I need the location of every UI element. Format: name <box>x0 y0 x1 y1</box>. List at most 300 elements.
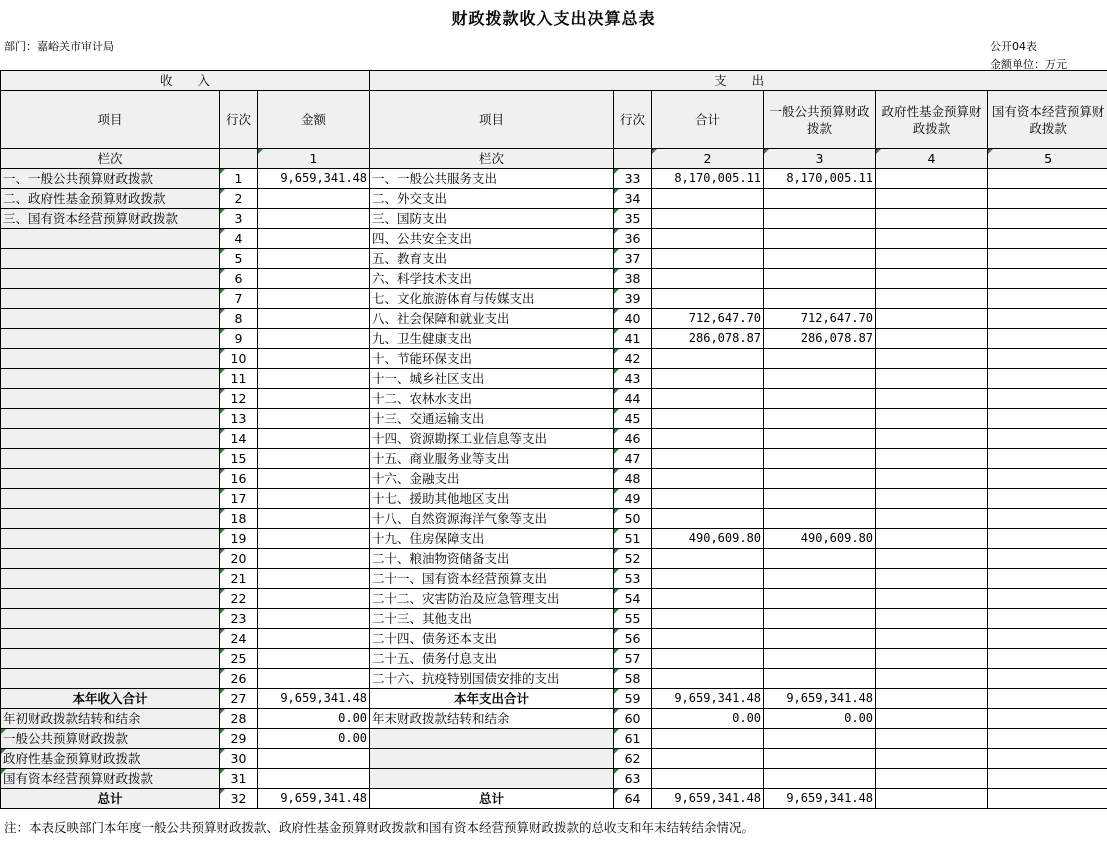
expense-fund <box>876 289 988 309</box>
table-row <box>1 629 1107 649</box>
income-line: 4 <box>220 229 258 249</box>
expense-item: 三、国防支出 <box>370 209 614 229</box>
expense-item: 二十五、债务付息支出 <box>370 649 614 669</box>
expense-state <box>988 749 1107 769</box>
expense-total <box>652 469 764 489</box>
expense-fund <box>876 769 988 789</box>
expense-total <box>652 369 764 389</box>
income-item: 年初财政拨款结转和结余 <box>1 709 220 729</box>
expense-fund <box>876 569 988 589</box>
income-amount <box>258 569 370 589</box>
income-item: 三、国有资本经营预算财政拨款 <box>1 209 220 229</box>
income-line: 13 <box>220 409 258 429</box>
table-row <box>1 429 1107 449</box>
expense-fund <box>876 309 988 329</box>
expense-item: 九、卫生健康支出 <box>370 329 614 349</box>
expense-total <box>652 589 764 609</box>
table-row <box>1 229 1107 249</box>
expense-total <box>652 429 764 449</box>
expense-total <box>652 449 764 469</box>
income-line: 17 <box>220 489 258 509</box>
col-general-budget: 一般公共预算财政拨款 <box>764 91 876 149</box>
income-amount <box>258 209 370 229</box>
expense-fund <box>876 529 988 549</box>
expense-line: 35 <box>614 209 652 229</box>
expense-fund <box>876 469 988 489</box>
expense-general <box>764 669 876 689</box>
expense-state <box>988 589 1107 609</box>
expense-line: 57 <box>614 649 652 669</box>
expense-fund <box>876 649 988 669</box>
table-row <box>1 309 1107 329</box>
income-line: 19 <box>220 529 258 549</box>
expense-line: 64 <box>614 789 652 809</box>
expense-item <box>370 749 614 769</box>
income-item <box>1 309 220 329</box>
expense-general <box>764 369 876 389</box>
expense-general <box>764 609 876 629</box>
expense-total <box>652 749 764 769</box>
expense-line: 47 <box>614 449 652 469</box>
expense-line: 38 <box>614 269 652 289</box>
expense-total <box>652 189 764 209</box>
expense-state <box>988 609 1107 629</box>
income-item <box>1 549 220 569</box>
expense-fund <box>876 669 988 689</box>
expense-line: 61 <box>614 729 652 749</box>
expense-state <box>988 349 1107 369</box>
summary-row <box>1 789 1107 809</box>
expense-general <box>764 209 876 229</box>
expense-state <box>988 269 1107 289</box>
income-amount <box>258 309 370 329</box>
col-state-capital: 国有资本经营预算财政拨款 <box>988 91 1107 149</box>
report-table <box>0 70 1107 809</box>
income-item <box>1 469 220 489</box>
expense-fund <box>876 329 988 349</box>
income-amount <box>258 249 370 269</box>
income-line: 21 <box>220 569 258 589</box>
expense-state <box>988 769 1107 789</box>
expense-fund <box>876 729 988 749</box>
expense-fund <box>876 189 988 209</box>
expense-line: 33 <box>614 169 652 189</box>
section-income: 收 入 <box>1 71 370 91</box>
expense-total <box>652 289 764 309</box>
income-item: 一、一般公共预算财政拨款 <box>1 169 220 189</box>
income-item <box>1 509 220 529</box>
expense-line: 60 <box>614 709 652 729</box>
income-item <box>1 609 220 629</box>
expense-item: 十五、商业服务业等支出 <box>370 449 614 469</box>
expense-state <box>988 289 1107 309</box>
form-number: 公开04表 <box>990 40 1037 53</box>
expense-item <box>370 769 614 789</box>
income-amount <box>258 509 370 529</box>
income-item <box>1 449 220 469</box>
income-amount <box>258 629 370 649</box>
expense-item: 二十一、国有资本经营预算支出 <box>370 569 614 589</box>
expense-line: 48 <box>614 469 652 489</box>
expense-total <box>652 489 764 509</box>
expense-fund <box>876 589 988 609</box>
expense-total <box>652 729 764 749</box>
income-line: 14 <box>220 429 258 449</box>
expense-item: 十、节能环保支出 <box>370 349 614 369</box>
expense-general <box>764 249 876 269</box>
expense-line: 62 <box>614 749 652 769</box>
income-item <box>1 249 220 269</box>
expense-state <box>988 249 1107 269</box>
income-amount <box>258 449 370 469</box>
col-income-row: 行次 <box>220 91 258 149</box>
expense-total <box>652 509 764 529</box>
income-line: 5 <box>220 249 258 269</box>
section-expense: 支 出 <box>370 71 1107 91</box>
expense-line: 54 <box>614 589 652 609</box>
income-line: 1 <box>220 169 258 189</box>
expense-fund <box>876 609 988 629</box>
table-row <box>1 669 1107 689</box>
table-row <box>1 489 1107 509</box>
expense-line: 37 <box>614 249 652 269</box>
income-line: 29 <box>220 729 258 749</box>
income-line: 9 <box>220 329 258 349</box>
lan-blank-income <box>220 149 258 169</box>
expense-fund <box>876 749 988 769</box>
lan-number: 4 <box>876 149 988 169</box>
expense-total <box>652 669 764 689</box>
expense-total: 490,609.80 <box>652 529 764 549</box>
expense-line: 41 <box>614 329 652 349</box>
summary-row <box>1 749 1107 769</box>
expense-item: 十六、金融支出 <box>370 469 614 489</box>
income-amount <box>258 329 370 349</box>
income-item <box>1 369 220 389</box>
expense-item: 年末财政拨款结转和结余 <box>370 709 614 729</box>
income-amount: 9,659,341.48 <box>258 689 370 709</box>
income-item <box>1 329 220 349</box>
lan-number: 2 <box>652 149 764 169</box>
income-item <box>1 629 220 649</box>
expense-general <box>764 429 876 449</box>
expense-general <box>764 449 876 469</box>
income-item <box>1 569 220 589</box>
income-amount <box>258 649 370 669</box>
income-line: 26 <box>220 669 258 689</box>
income-amount: 9,659,341.48 <box>258 789 370 809</box>
income-line: 28 <box>220 709 258 729</box>
income-item <box>1 229 220 249</box>
expense-line: 34 <box>614 189 652 209</box>
expense-fund <box>876 349 988 369</box>
expense-general <box>764 489 876 509</box>
expense-general <box>764 589 876 609</box>
expense-total <box>652 209 764 229</box>
income-amount <box>258 749 370 769</box>
expense-state <box>988 429 1107 449</box>
expense-state <box>988 189 1107 209</box>
expense-line: 49 <box>614 489 652 509</box>
expense-general: 9,659,341.48 <box>764 689 876 709</box>
expense-item: 总计 <box>370 789 614 809</box>
lan-number: 1 <box>258 149 370 169</box>
income-line: 16 <box>220 469 258 489</box>
lan-label-expense: 栏次 <box>370 149 614 169</box>
expense-state <box>988 649 1107 669</box>
expense-fund <box>876 409 988 429</box>
income-line: 31 <box>220 769 258 789</box>
expense-general: 9,659,341.48 <box>764 789 876 809</box>
expense-fund <box>876 629 988 649</box>
income-line: 23 <box>220 609 258 629</box>
expense-general: 8,170,005.11 <box>764 169 876 189</box>
income-amount: 0.00 <box>258 729 370 749</box>
income-item: 政府性基金预算财政拨款 <box>1 749 220 769</box>
income-amount: 9,659,341.48 <box>258 169 370 189</box>
income-line: 20 <box>220 549 258 569</box>
expense-total: 9,659,341.48 <box>652 689 764 709</box>
col-expense-row: 行次 <box>614 91 652 149</box>
expense-line: 42 <box>614 349 652 369</box>
expense-item: 十八、自然资源海洋气象等支出 <box>370 509 614 529</box>
income-amount <box>258 289 370 309</box>
income-amount <box>258 609 370 629</box>
summary-row <box>1 689 1107 709</box>
expense-state <box>988 369 1107 389</box>
col-income-item: 项目 <box>1 91 220 149</box>
expense-general: 712,647.70 <box>764 309 876 329</box>
income-line: 11 <box>220 369 258 389</box>
table-row <box>1 329 1107 349</box>
expense-general <box>764 269 876 289</box>
expense-state <box>988 789 1107 809</box>
expense-general <box>764 549 876 569</box>
expense-total: 286,078.87 <box>652 329 764 349</box>
table-row <box>1 269 1107 289</box>
income-item <box>1 289 220 309</box>
expense-general <box>764 649 876 669</box>
expense-general <box>764 189 876 209</box>
expense-item: 四、公共安全支出 <box>370 229 614 249</box>
expense-item: 二十、粮油物资储备支出 <box>370 549 614 569</box>
lan-blank-expense <box>614 149 652 169</box>
income-item: 国有资本经营预算财政拨款 <box>1 769 220 789</box>
expense-item: 本年支出合计 <box>370 689 614 709</box>
expense-item: 十九、住房保障支出 <box>370 529 614 549</box>
expense-state <box>988 689 1107 709</box>
income-item <box>1 589 220 609</box>
expense-state <box>988 449 1107 469</box>
expense-total <box>652 269 764 289</box>
expense-line: 36 <box>614 229 652 249</box>
income-line: 12 <box>220 389 258 409</box>
income-line: 7 <box>220 289 258 309</box>
income-item <box>1 649 220 669</box>
table-row <box>1 589 1107 609</box>
income-amount <box>258 389 370 409</box>
report-title: 财政拨款收入支出决算总表 <box>451 9 656 28</box>
income-line: 6 <box>220 269 258 289</box>
income-line: 25 <box>220 649 258 669</box>
income-amount <box>258 369 370 389</box>
expense-line: 44 <box>614 389 652 409</box>
expense-total <box>652 409 764 429</box>
expense-item: 七、文化旅游体育与传媒支出 <box>370 289 614 309</box>
income-item <box>1 429 220 449</box>
expense-total <box>652 569 764 589</box>
income-item: 本年收入合计 <box>1 689 220 709</box>
expense-general: 286,078.87 <box>764 329 876 349</box>
expense-state <box>988 169 1107 189</box>
income-amount <box>258 589 370 609</box>
expense-item <box>370 729 614 749</box>
expense-line: 56 <box>614 629 652 649</box>
expense-state <box>988 389 1107 409</box>
expense-line: 52 <box>614 549 652 569</box>
expense-general <box>764 729 876 749</box>
table-row <box>1 409 1107 429</box>
expense-item: 二十三、其他支出 <box>370 609 614 629</box>
expense-total: 712,647.70 <box>652 309 764 329</box>
expense-state <box>988 729 1107 749</box>
expense-total: 8,170,005.11 <box>652 169 764 189</box>
expense-state <box>988 229 1107 249</box>
income-line: 24 <box>220 629 258 649</box>
summary-row <box>1 729 1107 749</box>
expense-line: 50 <box>614 509 652 529</box>
expense-item: 二十四、债务还本支出 <box>370 629 614 649</box>
table-row <box>1 349 1107 369</box>
income-line: 15 <box>220 449 258 469</box>
table-row <box>1 249 1107 269</box>
table-row <box>1 569 1107 589</box>
lan-label-income: 栏次 <box>1 149 220 169</box>
expense-line: 53 <box>614 569 652 589</box>
table-row <box>1 529 1107 549</box>
expense-total <box>652 349 764 369</box>
table-row <box>1 609 1107 629</box>
expense-general <box>764 389 876 409</box>
expense-fund <box>876 789 988 809</box>
income-line: 3 <box>220 209 258 229</box>
income-line: 22 <box>220 589 258 609</box>
expense-item: 八、社会保障和就业支出 <box>370 309 614 329</box>
expense-general <box>764 769 876 789</box>
expense-total <box>652 629 764 649</box>
expense-general: 490,609.80 <box>764 529 876 549</box>
expense-state <box>988 469 1107 489</box>
lan-number: 3 <box>764 149 876 169</box>
income-line: 18 <box>220 509 258 529</box>
income-item <box>1 489 220 509</box>
expense-state <box>988 669 1107 689</box>
expense-fund <box>876 549 988 569</box>
expense-line: 39 <box>614 289 652 309</box>
expense-total: 0.00 <box>652 709 764 729</box>
expense-total <box>652 549 764 569</box>
expense-item: 二十六、抗疫特别国债安排的支出 <box>370 669 614 689</box>
department-label: 部门：嘉峪关市审计局 <box>4 40 114 53</box>
summary-row <box>1 769 1107 789</box>
income-amount <box>258 429 370 449</box>
expense-fund <box>876 429 988 449</box>
expense-state <box>988 209 1107 229</box>
col-expense-item: 项目 <box>370 91 614 149</box>
expense-fund <box>876 249 988 269</box>
col-fund-budget: 政府性基金预算财政拨款 <box>876 91 988 149</box>
expense-state <box>988 629 1107 649</box>
expense-total <box>652 649 764 669</box>
income-line: 32 <box>220 789 258 809</box>
expense-general <box>764 289 876 309</box>
expense-state <box>988 709 1107 729</box>
expense-general <box>764 469 876 489</box>
income-item: 一般公共预算财政拨款 <box>1 729 220 749</box>
expense-total <box>652 229 764 249</box>
table-row <box>1 389 1107 409</box>
expense-fund <box>876 489 988 509</box>
income-line: 27 <box>220 689 258 709</box>
expense-general <box>764 409 876 429</box>
expense-line: 46 <box>614 429 652 449</box>
expense-fund <box>876 389 988 409</box>
expense-fund <box>876 509 988 529</box>
income-amount <box>258 489 370 509</box>
income-item <box>1 529 220 549</box>
expense-line: 40 <box>614 309 652 329</box>
income-amount <box>258 529 370 549</box>
table-row <box>1 549 1107 569</box>
income-amount <box>258 549 370 569</box>
expense-line: 63 <box>614 769 652 789</box>
income-item <box>1 669 220 689</box>
table-row <box>1 469 1107 489</box>
expense-general <box>764 569 876 589</box>
income-line: 8 <box>220 309 258 329</box>
income-amount <box>258 189 370 209</box>
expense-general <box>764 629 876 649</box>
expense-fund <box>876 169 988 189</box>
expense-state <box>988 309 1107 329</box>
expense-total <box>652 609 764 629</box>
expense-item: 十一、城乡社区支出 <box>370 369 614 389</box>
col-income-amount: 金额 <box>258 91 370 149</box>
expense-fund <box>876 449 988 469</box>
income-amount: 0.00 <box>258 709 370 729</box>
expense-state <box>988 329 1107 349</box>
summary-row <box>1 709 1107 729</box>
income-line: 30 <box>220 749 258 769</box>
expense-fund <box>876 369 988 389</box>
expense-total: 9,659,341.48 <box>652 789 764 809</box>
expense-fund <box>876 269 988 289</box>
expense-fund <box>876 209 988 229</box>
income-item: 二、政府性基金预算财政拨款 <box>1 189 220 209</box>
expense-item: 十二、农林水支出 <box>370 389 614 409</box>
expense-item: 二、外交支出 <box>370 189 614 209</box>
income-item <box>1 349 220 369</box>
expense-state <box>988 509 1107 529</box>
expense-general <box>764 509 876 529</box>
expense-state <box>988 549 1107 569</box>
expense-line: 59 <box>614 689 652 709</box>
table-row <box>1 189 1107 209</box>
expense-state <box>988 569 1107 589</box>
expense-state <box>988 409 1107 429</box>
income-line: 10 <box>220 349 258 369</box>
expense-item: 一、一般公共服务支出 <box>370 169 614 189</box>
